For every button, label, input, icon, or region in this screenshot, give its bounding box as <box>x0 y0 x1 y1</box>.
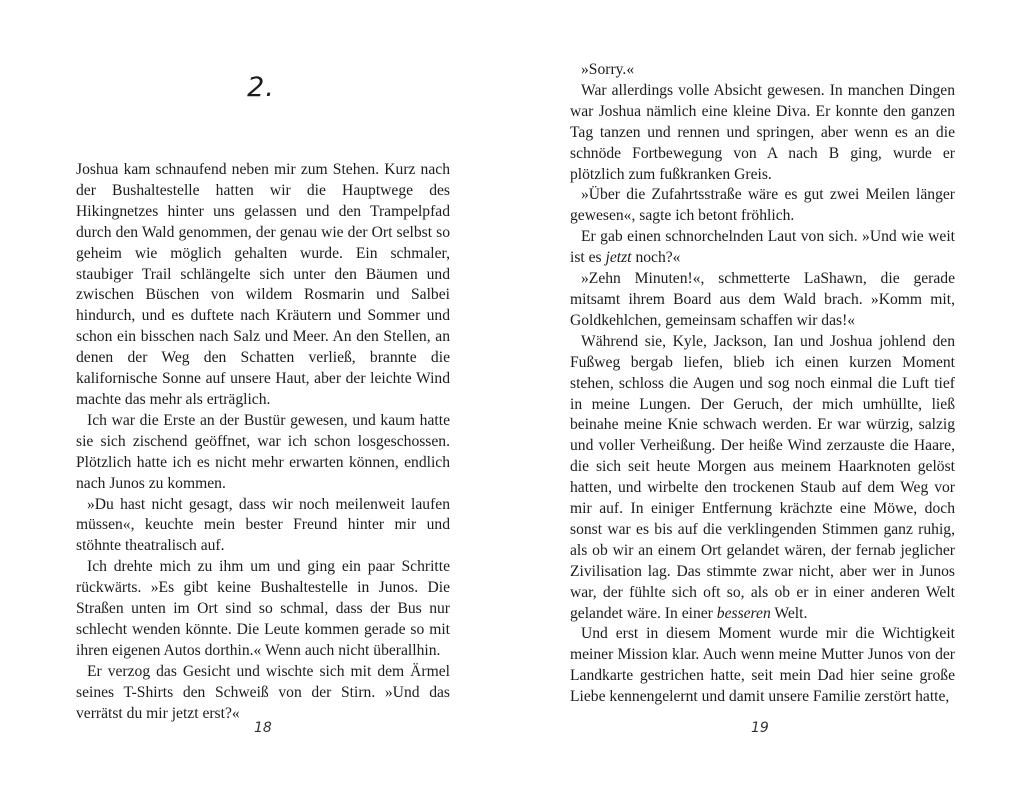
paragraph: »Zehn Minuten!«, schmetterte LaShawn, die gerade mitsamt ihrem Board aus dem Wald brach. »Komm mit, Goldkehlchen, gemeinsam schaffen wir das!« <box>570 270 955 329</box>
paragraph-text: Welt. <box>774 604 808 622</box>
paragraph: »Du hast nicht gesagt, dass wir noch meilenweit laufen müssen«, keuchte mein bester Freund hinter mir und stöhnte theatralisch auf. <box>76 495 450 555</box>
paragraph-text: Er gab einen schnorchelnden Laut von sich. »Und wie weit ist es <box>570 228 955 267</box>
paragraph: Er verzog das Gesicht und wischte sich mit dem Ärmel seines T-Shirts den Schweiß von der Stirn. »Und das verrätst du mir jetzt erst?« <box>76 662 450 722</box>
emphasis: jetzt <box>605 249 632 267</box>
page-number-right: 19 <box>751 720 769 736</box>
emphasis: besseren <box>716 604 771 622</box>
paragraph: Joshua kam schnaufend neben mir zum Stehen. Kurz nach der Bushaltestelle hatten wir die Hauptwege des Hikingnetzes hinter uns gelassen und den Trampelpfad durch den Wald genommen, der genau wie der Ort selbst so geheim wie möglich gehalten wurde. Ein schmaler, staubiger Trail schlängelte sich unter den Bäumen und zwischen Büschen von wildem Rosmarin und Salbei hindurch, und es duftete nach Kräutern und Sommer und schon ein bisschen nach Salz und Meer. An den Stellen, an denen der Weg den Schatten verließ, brannte die kalifornische Sonne auf unsere Haut, aber der leichte Wind machte das mehr als erträglich. <box>76 161 450 408</box>
paragraph: »Über die Zufahrtsstraße wäre es gut zwei Meilen länger gewesen«, sagte ich betont fröhlich. <box>570 186 955 225</box>
right-body-text <box>570 60 955 708</box>
paragraph: Und erst in diesem Moment wurde mir die Wichtigkeit meiner Mission klar. Auch wenn meine Mutter Junos von der Landkarte gestrichen hatte, seit mein Dad hier seine große Liebe kennengelernt und damit unsere Familie zerstört hatte, <box>570 625 955 706</box>
paragraph <box>570 227 955 269</box>
paragraph-text: noch?« <box>635 249 681 267</box>
page-number-left: 18 <box>254 720 272 736</box>
paragraph <box>570 332 955 625</box>
paragraph: »Sorry.« <box>581 61 635 78</box>
right-page <box>510 0 1020 812</box>
chapter-number: 2. <box>247 72 275 103</box>
paragraph-text: Während sie, Kyle, Jackson, Ian und Joshua johlend den Fußweg bergab liefen, blieb ich einen kurzen Moment stehen, schloss die Augen und sog noch einmal die Luft tief in meine Lungen. Der Geruch, der mich umhüllte, ließ beinahe meine Knie schwach werden. Er war würzig, salzig und voller Verheißung. Der heiße Wind zerzauste die Haare, die sich seit heute Morgen aus meinem Haarknoten gelöst hatten, und wirbelte den trockenen Staub auf dem Weg vor mir auf. In einiger Entfernung krächzte eine Möwe, doch sonst war es bis auf die verklingenden Stimmen ganz ruhig, als ob wir an einem Ort gelandet wären, der fernab jeglicher Zivilisation lag. Das stimmte zwar nicht, aber wer in Junos war, der fühlte sich oft so, als ob er in einer anderen Welt gelandet wäre. In einer <box>570 332 955 622</box>
paragraph: Ich war die Erste an der Bustür gewesen, und kaum hatte sie sich zischend geöffnet, war ich schon losgeschossen. Plötzlich hatte ich es nicht mehr erwarten können, endlich nach Junos zu kommen. <box>76 411 450 492</box>
paragraph: Ich drehte mich zu ihm um und ging ein paar Schritte rückwärts. »Es gibt keine Bushaltestelle in Junos. Die Straßen unten im Ort sind so schmal, dass der Bus nur schlecht wenden könnte. Die Leute kommen gerade so mit ihren eigenen Autos dorthin.« Wenn auch nicht überallhin. <box>76 558 450 659</box>
left-body-text <box>76 160 450 724</box>
paragraph: War allerdings volle Absicht gewesen. In manchen Dingen war Joshua nämlich eine kleine Diva. Er konnte den ganzen Tag tanzen und rennen und springen, aber wenn es an die schnöde Fortbewegung von A nach B ging, wurde er plötzlich zum fußkranken Greis. <box>570 81 955 183</box>
